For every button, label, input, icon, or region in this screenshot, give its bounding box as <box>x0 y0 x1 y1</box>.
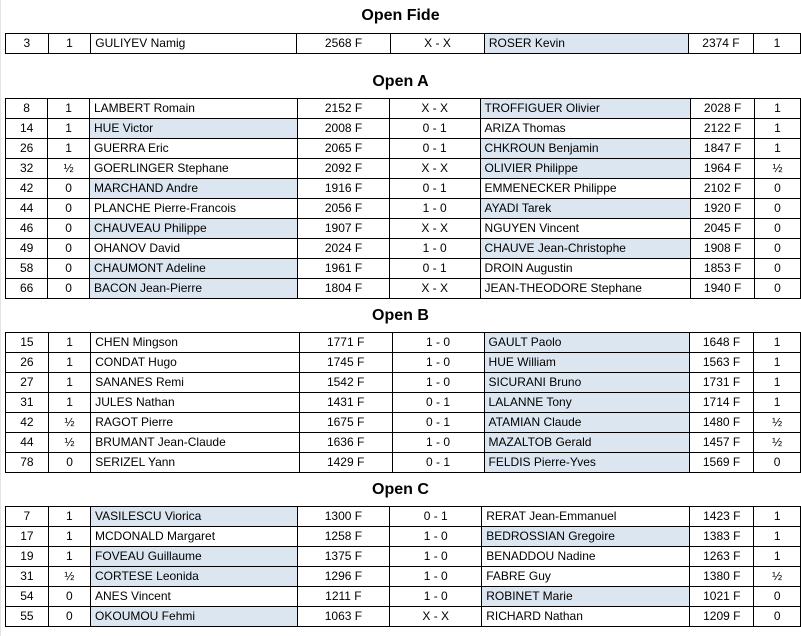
table-row <box>6 159 801 179</box>
white-rating[interactable]: 1675 F <box>299 413 392 433</box>
black-player[interactable]: ROBINET Marie <box>482 587 690 607</box>
black-player[interactable]: LALANNE Tony <box>484 393 689 413</box>
table-row <box>6 34 801 54</box>
table-row <box>6 99 801 119</box>
white-rating[interactable]: 1296 F <box>297 567 390 587</box>
white-points[interactable]: 1 <box>48 393 90 413</box>
black-player[interactable]: RICHARD Nathan <box>482 607 690 627</box>
white-rating[interactable]: 2092 F <box>298 159 390 179</box>
white-points[interactable]: 0 <box>48 587 90 607</box>
white-rating[interactable]: 1258 F <box>297 527 390 547</box>
black-rating[interactable]: 2102 F <box>691 179 755 199</box>
black-rating[interactable]: 2045 F <box>691 219 755 239</box>
white-rating[interactable]: 1300 F <box>297 507 390 527</box>
game-result[interactable]: 0 - 1 <box>389 179 480 199</box>
table-row <box>6 333 801 353</box>
board-rank[interactable]: 55 <box>6 607 49 627</box>
black-player[interactable]: RERAT Jean-Emmanuel <box>482 507 690 527</box>
white-points[interactable]: 0 <box>48 607 90 627</box>
white-points[interactable]: 1 <box>48 34 91 54</box>
white-player[interactable]: MARCHAND Andre <box>90 179 298 199</box>
black-player[interactable]: JEAN-THEODORE Stephane <box>480 279 691 299</box>
game-result[interactable]: 0 - 1 <box>389 259 480 279</box>
board-rank[interactable]: 19 <box>6 547 49 567</box>
black-points[interactable]: 0 <box>754 279 800 299</box>
game-result[interactable]: 1 - 0 <box>392 333 484 353</box>
black-rating[interactable]: 1920 F <box>691 199 755 219</box>
black-player[interactable]: ATAMIAN Claude <box>484 413 689 433</box>
white-points[interactable]: ½ <box>48 567 90 587</box>
white-rating[interactable]: 1771 F <box>299 333 392 353</box>
white-rating[interactable]: 1431 F <box>299 393 392 413</box>
board-rank[interactable]: 31 <box>6 393 49 413</box>
black-player[interactable]: HUE William <box>484 353 689 373</box>
white-player[interactable]: GOERLINGER Stephane <box>90 159 298 179</box>
white-player[interactable]: BRUMANT Jean-Claude <box>91 433 299 453</box>
white-player[interactable]: GUERRA Eric <box>90 139 298 159</box>
table-row <box>6 119 801 139</box>
board-rank[interactable]: 32 <box>6 159 48 179</box>
black-points[interactable]: 0 <box>754 587 801 607</box>
white-player[interactable]: MCDONALD Margaret <box>91 527 298 547</box>
black-points[interactable]: 1 <box>754 547 801 567</box>
game-result[interactable]: 1 - 0 <box>389 199 480 219</box>
black-points[interactable]: 0 <box>754 179 800 199</box>
black-points[interactable]: 0 <box>754 607 801 627</box>
white-points[interactable]: 1 <box>48 547 90 567</box>
white-player[interactable]: ANES Vincent <box>91 587 298 607</box>
black-points[interactable]: ½ <box>754 413 801 433</box>
white-points[interactable]: 0 <box>48 453 90 473</box>
white-points[interactable]: 1 <box>48 333 90 353</box>
white-rating[interactable]: 2152 F <box>298 99 390 119</box>
white-rating[interactable]: 2065 F <box>298 139 390 159</box>
table-row <box>6 433 801 453</box>
white-points[interactable]: 0 <box>48 179 90 199</box>
board-rank[interactable]: 15 <box>6 333 49 353</box>
white-points[interactable]: 1 <box>48 119 90 139</box>
game-result[interactable]: X - X <box>390 607 482 627</box>
table-row <box>6 259 801 279</box>
white-player[interactable]: CHEN Mingson <box>91 333 299 353</box>
white-player[interactable]: CORTESE Leonida <box>91 567 298 587</box>
board-rank[interactable]: 26 <box>6 353 49 373</box>
white-points[interactable]: 0 <box>48 239 90 259</box>
black-points[interactable]: 1 <box>754 527 801 547</box>
white-player[interactable]: OKOUMOU Fehmi <box>91 607 298 627</box>
black-player[interactable]: CHAUVE Jean-Christophe <box>480 239 691 259</box>
black-rating[interactable]: 1648 F <box>689 333 753 353</box>
black-points[interactable]: 0 <box>754 219 800 239</box>
table-row <box>6 239 801 259</box>
game-result[interactable]: 1 - 0 <box>390 527 482 547</box>
white-points[interactable]: 1 <box>48 353 90 373</box>
game-result[interactable]: 1 - 0 <box>390 567 482 587</box>
white-player[interactable]: SANANES Remi <box>91 373 299 393</box>
black-points[interactable]: 1 <box>754 139 800 159</box>
table-row <box>6 199 801 219</box>
game-result[interactable]: 1 - 0 <box>392 353 484 373</box>
game-result[interactable]: X - X <box>391 34 485 54</box>
table-row <box>6 527 801 547</box>
white-points[interactable]: 0 <box>48 199 90 219</box>
white-rating[interactable]: 1542 F <box>299 373 392 393</box>
black-rating[interactable]: 1021 F <box>690 587 754 607</box>
board-rank[interactable]: 17 <box>6 527 49 547</box>
game-result[interactable]: 1 - 0 <box>389 239 480 259</box>
black-player[interactable]: CHKROUN Benjamin <box>480 139 691 159</box>
game-result[interactable]: 0 - 1 <box>390 507 482 527</box>
white-player[interactable]: JULES Nathan <box>91 393 299 413</box>
white-player[interactable]: FOVEAU Guillaume <box>91 547 298 567</box>
black-rating[interactable]: 1569 F <box>689 453 753 473</box>
black-rating[interactable]: 2028 F <box>691 99 755 119</box>
table-row <box>6 353 801 373</box>
black-rating[interactable]: 1940 F <box>691 279 755 299</box>
black-player[interactable]: NGUYEN Vincent <box>480 219 691 239</box>
table-row <box>6 587 801 607</box>
section-title: Open B <box>372 307 429 324</box>
white-rating[interactable]: 1916 F <box>298 179 390 199</box>
table-row <box>6 607 801 627</box>
black-rating[interactable]: 2122 F <box>691 119 755 139</box>
white-rating[interactable]: 1804 F <box>298 279 390 299</box>
black-player[interactable]: EMMENECKER Philippe <box>480 179 691 199</box>
black-player[interactable]: SICURANI Bruno <box>484 373 689 393</box>
black-points[interactable]: 1 <box>754 119 800 139</box>
black-rating[interactable]: 1383 F <box>690 527 754 547</box>
white-points[interactable]: ½ <box>48 433 90 453</box>
white-rating[interactable]: 1907 F <box>298 219 390 239</box>
black-rating[interactable]: 1457 F <box>689 433 753 453</box>
table-row <box>6 453 801 473</box>
white-rating[interactable]: 1211 F <box>297 587 390 607</box>
board-rank[interactable]: 54 <box>6 587 49 607</box>
black-rating[interactable]: 1209 F <box>690 607 754 627</box>
black-points[interactable]: 1 <box>754 333 801 353</box>
white-player[interactable]: VASILESCU Viorica <box>91 507 298 527</box>
section-title: Open C <box>372 481 429 498</box>
black-rating[interactable]: 1263 F <box>690 547 754 567</box>
table-row <box>6 547 801 567</box>
table-row <box>6 507 801 527</box>
table-row <box>6 219 801 239</box>
pairings-table <box>5 332 801 473</box>
game-result[interactable]: 1 - 0 <box>392 373 484 393</box>
black-rating[interactable]: 1480 F <box>689 413 753 433</box>
black-points[interactable]: ½ <box>754 433 801 453</box>
black-points[interactable]: 1 <box>754 507 801 527</box>
white-rating[interactable]: 1429 F <box>299 453 392 473</box>
white-points[interactable]: 0 <box>48 219 90 239</box>
black-rating[interactable]: 1714 F <box>689 393 753 413</box>
board-rank[interactable]: 44 <box>6 433 49 453</box>
black-player[interactable]: GAULT Paolo <box>484 333 689 353</box>
black-points[interactable]: 0 <box>754 199 800 219</box>
black-points[interactable]: 1 <box>754 373 801 393</box>
white-points[interactable]: ½ <box>48 159 90 179</box>
section-title: Open A <box>372 73 429 90</box>
white-player[interactable]: CHAUVEAU Philippe <box>90 219 298 239</box>
white-player[interactable]: BACON Jean-Pierre <box>90 279 298 299</box>
white-rating[interactable]: 1636 F <box>299 433 392 453</box>
game-result[interactable]: X - X <box>389 159 480 179</box>
board-rank[interactable]: 27 <box>6 373 49 393</box>
black-rating[interactable]: 1853 F <box>691 259 755 279</box>
game-result[interactable]: 0 - 1 <box>389 139 480 159</box>
black-rating[interactable]: 1731 F <box>689 373 753 393</box>
table-row <box>6 567 801 587</box>
board-rank[interactable]: 78 <box>6 453 49 473</box>
black-rating[interactable]: 1563 F <box>689 353 753 373</box>
board-rank[interactable]: 26 <box>6 139 48 159</box>
table-row <box>6 279 801 299</box>
black-player[interactable]: ROSER Kevin <box>484 34 688 54</box>
board-rank[interactable]: 8 <box>6 99 48 119</box>
game-result[interactable]: 1 - 0 <box>390 587 482 607</box>
black-player[interactable]: BEDROSSIAN Gregoire <box>482 527 690 547</box>
game-result[interactable]: X - X <box>389 279 480 299</box>
board-rank[interactable]: 7 <box>6 507 49 527</box>
black-player[interactable]: MAZALTOB Gerald <box>484 433 689 453</box>
white-rating[interactable]: 1961 F <box>298 259 390 279</box>
black-points[interactable]: 1 <box>754 99 800 119</box>
black-points[interactable]: 1 <box>754 393 801 413</box>
board-rank[interactable]: 49 <box>6 239 48 259</box>
game-result[interactable]: 0 - 1 <box>392 413 484 433</box>
white-points[interactable]: 1 <box>48 527 90 547</box>
white-rating[interactable]: 1745 F <box>299 353 392 373</box>
black-points[interactable]: 0 <box>754 453 801 473</box>
black-rating[interactable]: 1908 F <box>691 239 755 259</box>
black-player[interactable]: OLIVIER Philippe <box>480 159 691 179</box>
black-player[interactable]: ARIZA Thomas <box>480 119 691 139</box>
black-rating[interactable]: 1964 F <box>691 159 755 179</box>
white-rating[interactable]: 1375 F <box>297 547 390 567</box>
game-result[interactable]: 0 - 1 <box>389 119 480 139</box>
pairings-table <box>5 506 801 627</box>
black-points[interactable]: 0 <box>754 239 800 259</box>
black-rating[interactable]: 1847 F <box>691 139 755 159</box>
white-player[interactable]: HUE Victor <box>90 119 298 139</box>
black-player[interactable]: TROFFIGUER Olivier <box>480 99 691 119</box>
board-rank[interactable]: 58 <box>6 259 48 279</box>
white-player[interactable]: GULIYEV Namig <box>91 34 297 54</box>
white-player[interactable]: LAMBERT Romain <box>90 99 298 119</box>
white-player[interactable]: PLANCHE Pierre-Francois <box>90 199 298 219</box>
black-rating[interactable]: 1423 F <box>690 507 754 527</box>
white-player[interactable]: CONDAT Hugo <box>91 353 299 373</box>
white-player[interactable]: RAGOT Pierre <box>91 413 299 433</box>
white-points[interactable]: 1 <box>48 373 90 393</box>
game-result[interactable]: 1 - 0 <box>392 433 484 453</box>
black-player[interactable]: FELDIS Pierre-Yves <box>484 453 689 473</box>
white-points[interactable]: ½ <box>48 413 90 433</box>
board-rank[interactable]: 14 <box>6 119 48 139</box>
white-rating[interactable]: 2056 F <box>298 199 390 219</box>
black-player[interactable]: AYADI Tarek <box>480 199 691 219</box>
black-points[interactable]: ½ <box>754 567 801 587</box>
board-rank[interactable]: 66 <box>6 279 48 299</box>
white-points[interactable]: 1 <box>48 507 90 527</box>
pairings-table <box>5 98 801 299</box>
board-rank[interactable]: 42 <box>6 179 48 199</box>
white-rating[interactable]: 2568 F <box>297 34 391 54</box>
board-rank[interactable]: 46 <box>6 219 48 239</box>
table-row <box>6 179 801 199</box>
game-result[interactable]: 1 - 0 <box>390 547 482 567</box>
game-result[interactable]: X - X <box>389 219 480 239</box>
black-points[interactable]: 1 <box>753 34 800 54</box>
white-points[interactable]: 1 <box>48 139 90 159</box>
board-rank[interactable]: 44 <box>6 199 48 219</box>
white-points[interactable]: 1 <box>48 99 90 119</box>
table-row <box>6 413 801 433</box>
white-points[interactable]: 0 <box>48 259 90 279</box>
white-player[interactable]: OHANOV David <box>90 239 298 259</box>
black-points[interactable]: ½ <box>754 159 800 179</box>
board-rank[interactable]: 42 <box>6 413 49 433</box>
board-rank[interactable]: 31 <box>6 567 49 587</box>
table-row <box>6 139 801 159</box>
table-row <box>6 373 801 393</box>
game-result[interactable]: 0 - 1 <box>392 453 484 473</box>
black-player[interactable]: BENADDOU Nadine <box>482 547 690 567</box>
white-points[interactable]: 0 <box>48 279 90 299</box>
board-rank[interactable]: 3 <box>6 34 49 54</box>
table-row <box>6 393 801 413</box>
white-rating[interactable]: 2024 F <box>298 239 390 259</box>
white-player[interactable]: CHAUMONT Adeline <box>90 259 298 279</box>
game-result[interactable]: X - X <box>389 99 480 119</box>
black-rating[interactable]: 2374 F <box>689 34 754 54</box>
pairings-table <box>5 33 801 54</box>
black-rating[interactable]: 1380 F <box>690 567 754 587</box>
black-points[interactable]: 0 <box>754 259 800 279</box>
white-rating[interactable]: 1063 F <box>297 607 390 627</box>
black-player[interactable]: FABRE Guy <box>482 567 690 587</box>
game-result[interactable]: 0 - 1 <box>392 393 484 413</box>
black-player[interactable]: DROIN Augustin <box>480 259 691 279</box>
white-player[interactable]: SERIZEL Yann <box>91 453 299 473</box>
white-rating[interactable]: 2008 F <box>298 119 390 139</box>
section-title: Open Fide <box>361 7 440 24</box>
black-points[interactable]: 1 <box>754 353 801 373</box>
